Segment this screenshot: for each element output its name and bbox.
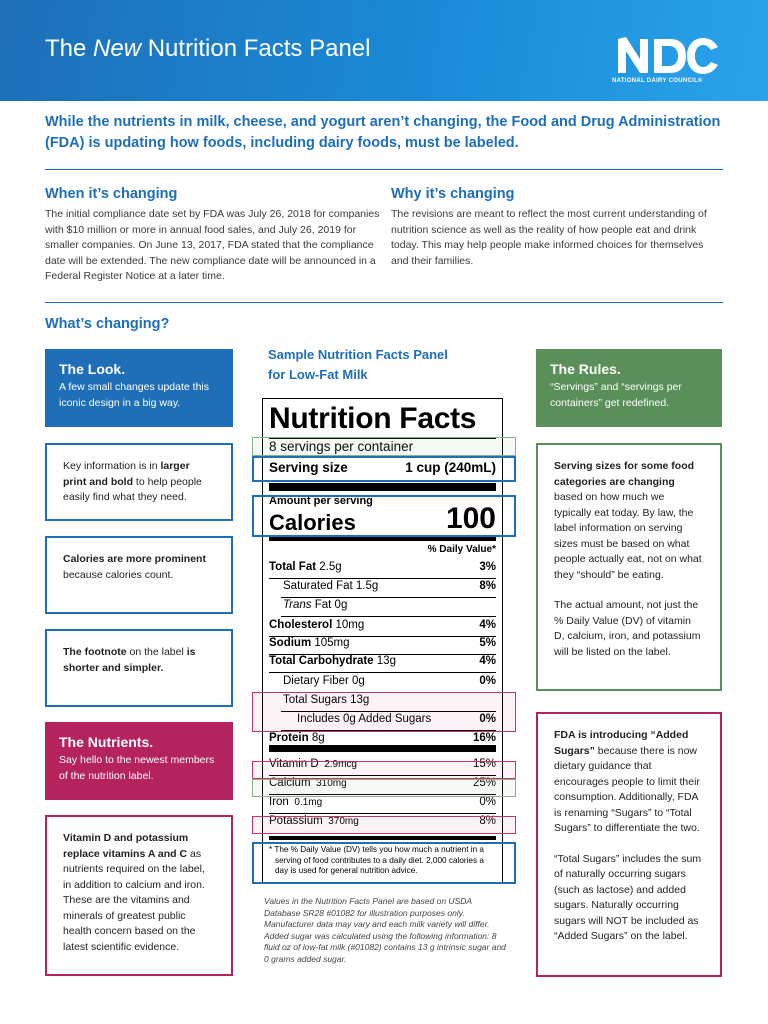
look-note-footnote: The footnote on the label is shorter and simpler. [45, 629, 233, 707]
when-body: The initial compliance date set by FDA was July 26, 2018 for companies with $10 million or more in annual food sales, and July 26, 2019 for smaller companies. On June 13, 2017, FDA stated that the compliance date will be extended. The new compliance date will be announced in a Federal Register Notice at a later time. [45, 208, 380, 282]
servings-per-container: 8 servings per container [269, 439, 414, 454]
nutrient-row: Vitamin D 2.9mcg 15% [269, 758, 496, 770]
divider [281, 616, 496, 617]
nutrient-row: Protein 8g 16% [269, 732, 496, 744]
the-look-heading: The Look. [59, 361, 126, 377]
divider [281, 730, 496, 731]
nutrient-row: Trans Fat 0g [283, 599, 348, 611]
divider [269, 672, 496, 673]
divider [269, 745, 496, 752]
divider [269, 836, 496, 840]
nutrients-note: Vitamin D and potassium replace vitamins A and C as nutrients required on the label, in addition to calcium and iron. These are the vitamins and minerals of greatest public health concern based on the latest scientific evidence. [45, 815, 233, 976]
nutrient-row: Saturated Fat 1.5g 8% [283, 580, 496, 592]
nutrition-facts-label [262, 398, 503, 883]
serving-size-row: Serving size 1 cup (240mL) [269, 460, 496, 475]
calories-row: Calories 100 [269, 502, 496, 535]
look-note-calories: Calories are more prominent because calories count. [45, 536, 233, 614]
daily-value-header: % Daily Value* [427, 544, 496, 555]
ndc-logo [612, 35, 724, 91]
when-heading: When it’s changing [45, 186, 178, 202]
divider [281, 711, 496, 712]
nutrient-row: Includes 0g Added Sugars 0% [297, 713, 496, 725]
divider [281, 692, 496, 693]
nutrient-row: Total Carbohydrate 13g 4% [269, 655, 496, 667]
amount-per-serving: Amount per serving [269, 495, 373, 507]
rules-note: Serving sizes for some food categories are changing based on how much we typically eat today. By law, the label information on serving sizes must be based on what people actually eat, not on what they “should” be eating. The actual amount, not just the % Daily Value (DV) of vitamin D, calcium, iron, and potassium will be listed on the label. [536, 443, 722, 691]
the-rules-body: “Servings” and “servings per containers” get redefined. [550, 381, 682, 409]
divider [269, 483, 496, 491]
divider [269, 813, 496, 814]
divider [269, 578, 496, 579]
the-rules-box [536, 349, 722, 427]
the-nutrients-body: Say hello to the newest members of the nutrition label. [59, 754, 215, 782]
nutrient-row: Total Sugars 13g [283, 694, 370, 706]
why-body: The revisions are meant to reflect the most current understanding of nutrition science as well as the reality of how people eat and drink today. This may help people make informed choices for themselves and their families. [391, 208, 707, 267]
nutrient-row: Sodium 105mg 5% [269, 637, 496, 649]
the-rules-heading: The Rules. [550, 361, 621, 377]
nutrient-row: Dietary Fiber 0g 0% [283, 675, 496, 687]
sample-panel-heading: Sample Nutrition Facts Panel for Low-Fat Milk [268, 347, 448, 382]
divider [45, 302, 723, 303]
the-nutrients-box [45, 722, 233, 800]
why-heading: Why it’s changing [391, 186, 515, 202]
nutrient-row: Iron 0.1mg 0% [269, 796, 496, 808]
divider [269, 775, 496, 776]
nutrient-row: Cholesterol 10mg 4% [269, 619, 496, 631]
header-banner [0, 0, 768, 101]
disclaimer: Values in the Nutrition Facts Panel are based on USDA Database SR28 #01082 for illustration purposes only. Manufacturer data may vary and each milk variety will differ. Added sugar was calculated using the following information: 8 fluid oz of low-fat milk (#01082) contains 13 g intrinsic sugar and 0 grams added sugar. [264, 896, 506, 964]
the-nutrients-heading: The Nutrients. [59, 734, 154, 750]
nutrient-row: Potassium 370mg 8% [269, 815, 496, 827]
label-footnote: * The % Daily Value (DV) tells you how much a nutrient in a serving of food contributes to a daily diet. 2,000 calories a day is used for general nutrition advice. [269, 845, 484, 875]
nutrient-row: Total Fat 2.5g 3% [269, 561, 496, 573]
added-sugars-note: FDA is introducing “Added Sugars” because there is now dietary guidance that encourages people to limit their consumption. Additionally, FDA is renaming “Sugars” to “Total Sugars” to differentiate the two. “Total Sugars” includes the sum of naturally occurring sugars (such as lactose) and added sugars. Naturally occurring sugars will NOT be included as “Added Sugars” on the label. [536, 712, 722, 977]
divider [269, 537, 496, 541]
nutrient-row: Calcium 310mg 25% [269, 777, 496, 789]
the-look-box [45, 349, 233, 427]
the-look-body: A few small changes update this iconic design in a big way. [59, 381, 210, 409]
whats-changing-heading: What’s changing? [45, 316, 170, 332]
label-title: Nutrition Facts [269, 402, 477, 435]
page-title: The New Nutrition Facts Panel [45, 35, 371, 62]
divider [269, 794, 496, 795]
look-note-bold: Key information is in larger print and bold to help people easily find what they need. [45, 443, 233, 521]
logo-subtitle: NATIONAL DAIRY COUNCIL® [612, 78, 703, 84]
ndc-logo-mark [616, 35, 720, 75]
divider [45, 169, 723, 170]
divider [281, 597, 496, 598]
intro-text: While the nutrients in milk, cheese, and yogurt aren’t changing, the Food and Drug Administration (FDA) is updating how foods, including dairy foods, must be labeled. [45, 114, 721, 151]
